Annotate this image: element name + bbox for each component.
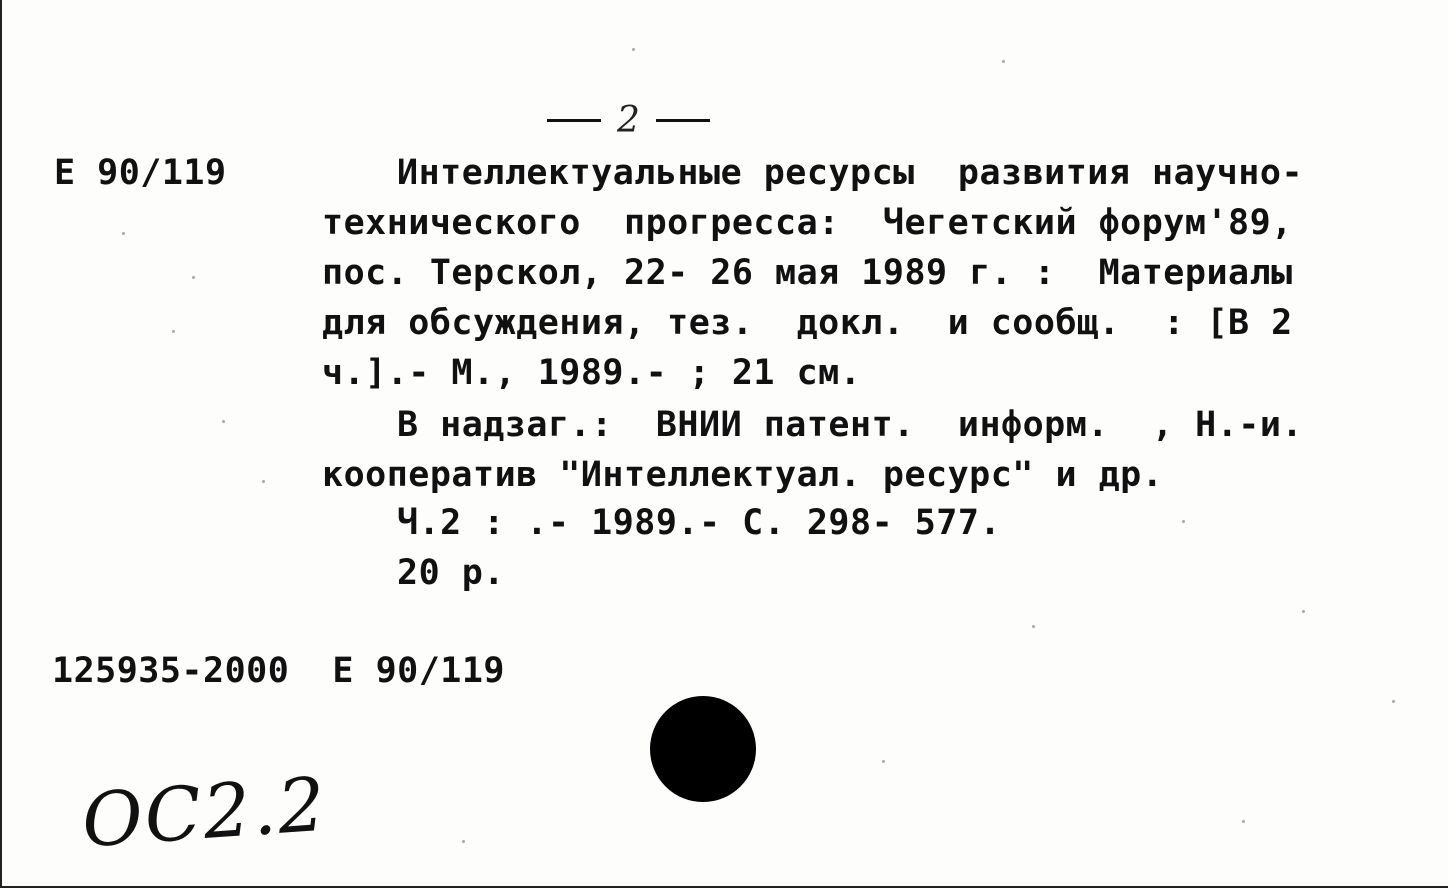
scan-speck bbox=[462, 840, 465, 843]
description-line-1: Интеллектуальные ресурсы развития научно- bbox=[397, 153, 1304, 193]
description-line-3: пос. Терскол, 22- 26 мая 1989 г. : Материалы bbox=[322, 253, 1293, 293]
scan-speck bbox=[1002, 60, 1005, 63]
scan-speck bbox=[1242, 820, 1245, 823]
price: 20 р. bbox=[397, 553, 505, 593]
description-line-5: ч.].- М., 1989.- ; 21 см. bbox=[322, 353, 862, 393]
scan-speck bbox=[632, 48, 635, 51]
scan-speck bbox=[192, 276, 195, 279]
scan-speck bbox=[122, 232, 125, 235]
page-number-left-dash bbox=[547, 119, 601, 122]
scan-speck bbox=[1302, 610, 1305, 613]
scan-speck bbox=[222, 420, 225, 423]
scan-speck bbox=[882, 760, 885, 763]
note-line-2: кооператив "Интеллектуал. ресурс" и др. bbox=[322, 455, 1164, 495]
scan-speck bbox=[1392, 700, 1395, 703]
page-number-value: 2 bbox=[617, 100, 640, 141]
scan-speck bbox=[172, 330, 175, 333]
page-number-right-dash bbox=[656, 119, 710, 122]
scan-speck bbox=[1032, 625, 1035, 628]
description-line-4: для обсуждения, тез. докл. и сообщ. : [В 2 bbox=[322, 303, 1293, 343]
note-line-1: В надзаг.: ВНИИ патент. информ. , Н.-и. bbox=[397, 405, 1304, 445]
inventory-number: 125935-2000 Е 90/119 bbox=[52, 651, 506, 691]
volume-line: Ч.2 : .- 1989.- С. 298- 577. bbox=[397, 503, 1002, 543]
call-number: Е 90/119 bbox=[54, 153, 227, 193]
handwritten-mark: ОС2.2 bbox=[79, 761, 330, 865]
scan-speck bbox=[1182, 520, 1185, 523]
page-number bbox=[547, 100, 710, 141]
punch-hole bbox=[650, 696, 756, 802]
description-line-2: технического прогресса: Чегетский форум'89, bbox=[322, 203, 1293, 243]
scan-speck bbox=[262, 480, 265, 483]
